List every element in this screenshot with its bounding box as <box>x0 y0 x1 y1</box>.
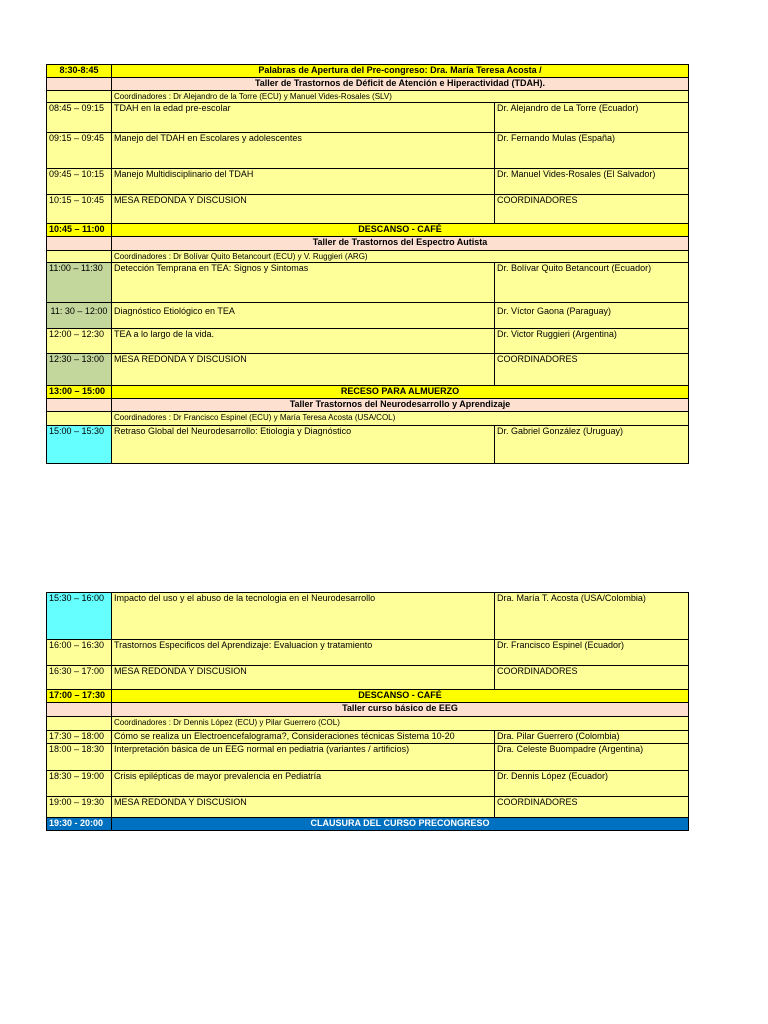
topic-cell: Manejo Multidisciplinario del TDAH <box>112 169 495 195</box>
speaker-cell: Dra. Pilar Guerrero (Colombia) <box>495 731 689 744</box>
opening-row <box>47 65 689 78</box>
table-row <box>47 329 689 354</box>
topic-cell: TDAH en la edad pre-escolar <box>112 103 495 133</box>
coordinators-row <box>47 717 689 731</box>
table-row <box>47 771 689 797</box>
table-row <box>47 731 689 744</box>
speaker-cell: COORDINADORES <box>495 797 689 818</box>
break-text: DESCANSO - CAFÉ <box>112 224 689 237</box>
time-cell: 19:00 – 19:30 <box>47 797 112 818</box>
topic-cell: Interpretación básica de un EEG normal en pediatria (variantes / artificios) <box>112 744 495 771</box>
closing-text: CLAUSURA DEL CURSO PRECONGRESO <box>112 818 689 831</box>
time-cell: 09:45 – 10:15 <box>47 169 112 195</box>
break-row <box>47 224 689 237</box>
table-row <box>47 797 689 818</box>
table-row <box>47 103 689 133</box>
table-row <box>47 133 689 169</box>
topic-cell: Cómo se realiza un Electroencefalograma?, Consideraciones técnicas Sistema 10-20 <box>112 731 495 744</box>
time-cell: 15:30 – 16:00 <box>47 593 112 640</box>
table-row <box>47 303 689 329</box>
time-cell: 12:00 – 12:30 <box>47 329 112 354</box>
topic-cell: MESA REDONDA Y DISCUSION <box>112 797 495 818</box>
topic-cell: Retraso Global del Neurodesarrollo: Etiologia y Diagnóstico <box>112 426 495 464</box>
workshop-title: Taller de Trastornos de Déficit de Atención e Hiperactividad (TDAH). <box>112 78 689 91</box>
time-cell: 12:30 – 13:00 <box>47 354 112 386</box>
speaker-cell: Dr. Dennis López (Ecuador) <box>495 771 689 797</box>
lunch-text: RECESO PARA ALMUERZO <box>112 386 689 399</box>
topic-cell: MESA REDONDA Y DISCUSION <box>112 195 495 224</box>
speaker-cell: Dr. Alejandro de La Torre (Ecuador) <box>495 103 689 133</box>
workshop-title: Taller Trastornos del Neurodesarrollo y Aprendizaje <box>112 399 689 412</box>
speaker-cell: Dr. Victor Ruggieri (Argentina) <box>495 329 689 354</box>
speaker-cell: Dr. Bolívar Quito Betancourt (Ecuador) <box>495 263 689 303</box>
time-cell: 08:45 – 09:15 <box>47 103 112 133</box>
time-cell: 16:00 – 16:30 <box>47 640 112 666</box>
coordinators-text: Coordinadores : Dr Dennis López (ECU) y Pilar Guerrero (COL) <box>112 717 689 731</box>
table-row <box>47 666 689 690</box>
coordinators-row <box>47 412 689 426</box>
topic-cell: Impacto del uso y el abuso de la tecnologia en el Neurodesarrollo <box>112 593 495 640</box>
speaker-cell: COORDINADORES <box>495 354 689 386</box>
topic-cell: Crisis epilépticas de mayor prevalencia en Pediatría <box>112 771 495 797</box>
break-row <box>47 690 689 703</box>
topic-cell: Trastornos Especificos del Aprendizaje: Evaluacion y tratamiento <box>112 640 495 666</box>
schedule-table-part1 <box>46 64 689 464</box>
coordinators-row <box>47 91 689 103</box>
time-cell: 8:30-8:45 <box>47 65 112 78</box>
topic-cell: MESA REDONDA Y DISCUSION <box>112 666 495 690</box>
topic-cell: Detección Temprana en TEA: Signos y Sintomas <box>112 263 495 303</box>
coordinators-text: Coordinadores : Dr Bolívar Quito Betancourt (ECU) y V. Ruggieri (ARG) <box>112 251 689 263</box>
workshop-title-row <box>47 399 689 412</box>
speaker-cell: COORDINADORES <box>495 666 689 690</box>
closing-row <box>47 818 689 831</box>
speaker-cell: Dr. Víctor Gaona (Paraguay) <box>495 303 689 329</box>
time-cell: 17:00 – 17:30 <box>47 690 112 703</box>
lunch-row <box>47 386 689 399</box>
speaker-cell: Dra. María T. Acosta (USA/Colombia) <box>495 593 689 640</box>
topic-cell: Manejo del TDAH en Escolares y adolescentes <box>112 133 495 169</box>
break-text: DESCANSO - CAFÉ <box>112 690 689 703</box>
table-row <box>47 640 689 666</box>
coordinators-row <box>47 251 689 263</box>
workshop-title: Taller de Trastornos del Espectro Autista <box>112 237 689 251</box>
speaker-cell: COORDINADORES <box>495 195 689 224</box>
time-cell: 10:45 – 11:00 <box>47 224 112 237</box>
time-cell: 09:15 – 09:45 <box>47 133 112 169</box>
table-row <box>47 426 689 464</box>
time-cell: 19:30 - 20:00 <box>47 818 112 831</box>
speaker-cell: Dr. Manuel Vides-Rosales (El Salvador) <box>495 169 689 195</box>
speaker-cell: Dr. Fernando Mulas (España) <box>495 133 689 169</box>
speaker-cell: Dra. Celeste Buompadre (Argentina) <box>495 744 689 771</box>
time-cell: 10:15 – 10:45 <box>47 195 112 224</box>
topic-cell: TEA a lo largo de la vida. <box>112 329 495 354</box>
coordinators-text: Coordinadores : Dr Alejandro de la Torre (ECU) y Manuel Vides-Rosales (SLV) <box>112 91 689 103</box>
workshop-title-row <box>47 78 689 91</box>
time-cell: 13:00 – 15:00 <box>47 386 112 399</box>
table-row <box>47 169 689 195</box>
time-cell: 18:30 – 19:00 <box>47 771 112 797</box>
time-cell: 16:30 – 17:00 <box>47 666 112 690</box>
speaker-cell: Dr. Francisco Espinel (Ecuador) <box>495 640 689 666</box>
table-row <box>47 354 689 386</box>
table-row <box>47 195 689 224</box>
workshop-title-row <box>47 703 689 717</box>
opening-text: Palabras de Apertura del Pre-congreso: Dra. María Teresa Acosta / <box>112 65 689 78</box>
table-row <box>47 744 689 771</box>
coordinators-text: Coordinadores : Dr Francisco Espinel (ECU) y María Teresa Acosta (USA/COL) <box>112 412 689 426</box>
time-cell: 11: 30 – 12:00 <box>47 303 112 329</box>
topic-cell: Diagnóstico Etiológico en TEA <box>112 303 495 329</box>
speaker-cell: Dr. Gabriel González (Uruguay) <box>495 426 689 464</box>
time-cell: 18:00 – 18:30 <box>47 744 112 771</box>
table-row <box>47 593 689 640</box>
table-row <box>47 263 689 303</box>
time-cell: 17:30 – 18:00 <box>47 731 112 744</box>
schedule-table-part2 <box>46 592 689 831</box>
workshop-title-row <box>47 237 689 251</box>
time-cell: 15:00 – 15:30 <box>47 426 112 464</box>
time-cell: 11:00 – 11:30 <box>47 263 112 303</box>
topic-cell: MESA REDONDA Y DISCUSION <box>112 354 495 386</box>
workshop-title: Taller curso básico de EEG <box>112 703 689 717</box>
